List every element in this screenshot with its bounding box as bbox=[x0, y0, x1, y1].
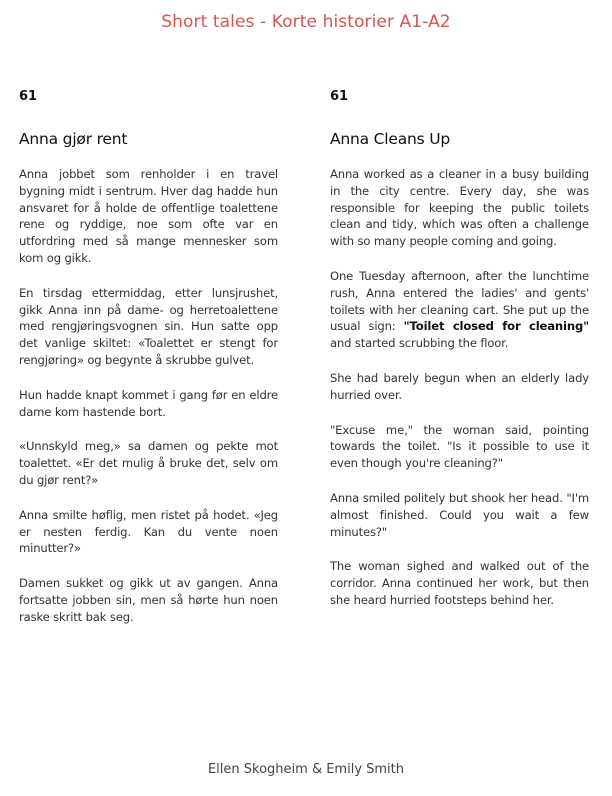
page-number: 61 bbox=[19, 89, 38, 104]
paragraph-text: One Tuesday afternoon, after the lunchtime rush, Anna entered the ladies' and gents' toilets with her cleaning cart. She put up the usual sign: bbox=[330, 268, 589, 334]
paragraph bbox=[330, 268, 589, 352]
paragraph: Anna smilte høflig, men ristet på hodet. «Jeg er nesten ferdig. Kan du vente noen minutter?» bbox=[19, 507, 278, 556]
paragraph: Anna worked as a cleaner in a busy building in the city centre. Every day, she was responsible for keeping the public toilets clean and tidy, which was often a challenge with so many people coming and going. bbox=[330, 167, 589, 249]
paragraph: Hun hadde knapt kommet i gang før en eldre dame kom hastende bort. bbox=[19, 387, 278, 419]
paragraph: Anna jobbet som renholder i en travel bygning midt i sentrum. Hver dag hadde hun ansvaret for å holde de offentlige toalettene rene og ryddige, noe som ofte var en utfordring med så mange mennesker som kom og gikk. bbox=[19, 167, 278, 265]
paragraph: En tirsdag ettermiddag, etter lunsjrushet, gikk Anna inn på dame- og herretoalettene med rengjøringsvognen sin. Hun satte opp det vanlige skiltet: «Toalettet er stengt for rengjøring» og begynte å skrubbe gulvet. bbox=[19, 285, 278, 367]
story-title: Anna gjør rent bbox=[19, 130, 128, 148]
sign-text: "Toilet closed for cleaning" bbox=[403, 319, 589, 334]
story-title: Anna Cleans Up bbox=[330, 130, 451, 148]
norwegian-column bbox=[19, 88, 278, 644]
paragraph-text: and started scrubbing the floor. bbox=[330, 336, 509, 351]
footer-authors: Ellen Skogheim & Emily Smith bbox=[207, 762, 405, 777]
paragraph: «Unnskyld meg,» sa damen og pekte mot toalettet. «Er det mulig å bruke det, selv om du gjør rent?» bbox=[19, 439, 278, 487]
paragraph: Anna smiled politely but shook her head. "I'm almost finished. Could you wait a few minutes?" bbox=[330, 490, 589, 539]
story-body bbox=[330, 166, 589, 609]
page-number: 61 bbox=[330, 89, 349, 104]
paragraph: "Excuse me," the woman said, pointing towards the toilet. "Is it possible to use it even though you're cleaning?" bbox=[330, 422, 589, 471]
paragraph: Damen sukket og gikk ut av gangen. Anna fortsatte jobben sin, men så hørte hun noen raske skritt bak seg. bbox=[19, 576, 278, 624]
paragraph: She had barely begun when an elderly lady hurried over. bbox=[330, 370, 589, 402]
page-header-title: Short tales - Korte historier A1-A2 bbox=[161, 12, 451, 32]
english-column bbox=[330, 88, 589, 627]
paragraph: The woman sighed and walked out of the corridor. Anna continued her work, but then she heard hurried footsteps behind her. bbox=[330, 559, 589, 607]
story-body bbox=[19, 166, 278, 626]
